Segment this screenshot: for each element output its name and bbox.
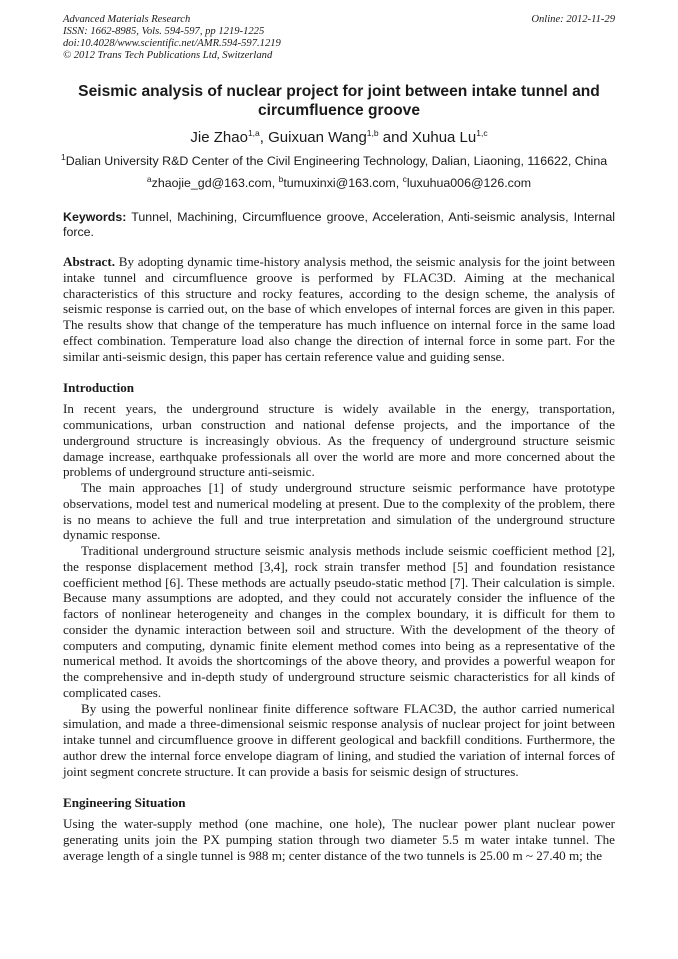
abstract-block (63, 254, 615, 364)
email-address[interactable]: tumuxinxi@163.com (283, 176, 396, 190)
abstract-text: By adopting dynamic time-history analysis method, the seismic analysis for the joint between intake tunnel and circumfluence groove is performed by FLAC3D. Aiming at the mechanical characteristics of this structure and rocky features, according to the design scheme, the analysis of seismic response is carried out, on the base of which envelopes of internal forces are given in this paper. The results show that change of the temperature has much influence on internal force in the same load effect combination. Temperature load also change the direction of internal force in some part. For the similar anti-seismic design, this paper has certain reference value and guiding sense. (63, 254, 615, 364)
email-address[interactable]: luxuhua006@126.com (406, 176, 532, 190)
email-superscript: c (402, 173, 407, 184)
affiliation-superscript: 1 (61, 151, 66, 162)
paper-page (63, 14, 615, 864)
keywords-label: Keywords: (63, 210, 127, 224)
paragraph: In recent years, the underground structure is widely available in the energy, transportation, communications, urban construction and national defense projects, and the importance of the underground structure is increasingly obvious. As the frequency of underground structure seismic damage increase, earthquake professionals all over the world are more and more concerned about the problems of underground structure anti-seismic. (63, 401, 615, 480)
email-superscript: a (146, 173, 152, 184)
journal-name: Advanced Materials Research (63, 14, 191, 25)
email-address[interactable]: zhaojie_gd@163.com (151, 176, 272, 190)
email-superscript: b (278, 173, 284, 184)
author-separator: and (378, 129, 412, 146)
affiliation-text: Dalian University R&D Center of the Civil Engineering Technology, Dalian, Liaoning, 116622, China (65, 154, 608, 168)
paragraph: Traditional underground structure seismic analysis methods include seismic coefficient method [2], the response displacement method [3,4], rock strain transfer method [5] and foundation resistance coefficient method [6]. These methods are actually pseudo-static method [7]. Their calculation is simple. Because many assumptions are adopted, and they could not accurately consider the influence of the factors of nonlinear heterogeneity and changes in the complex boundary, it is difficult for them to consider the dynamic interaction between soil and structure. With the development of the theory of computers and computing, dynamic finite element method comes into being as a representative of the numerical method. It avoids the shortcomings of the above theory, and provides a powerful weapon for the comprehensive and in-depth study of underground structure seismic characteristics for all kinds of complicated cases. (63, 543, 615, 700)
online-date: Online: 2012-11-29 (531, 14, 615, 25)
section-heading-introduction: Introduction (63, 380, 135, 396)
email-separator: , (271, 176, 279, 190)
engineering-body (63, 816, 615, 863)
introduction-body (63, 401, 615, 779)
email-list (63, 173, 615, 191)
email-separator: , (395, 176, 403, 190)
paragraph: By using the powerful nonlinear finite difference software FLAC3D, the author carried numerical simulation, and made a three-dimensional seismic response analysis of nuclear project for joint between intake tunnel and circumfluence groove in different geological and backfill conditions. Furthermore, the author drew the internal force envelope diagram of lining, and studied the variation of internal forces of joint segment concrete structure. It can provide a basis for seismic design of structures. (63, 700, 615, 779)
abstract-label: Abstract. (63, 254, 115, 270)
keywords-text: Tunnel, Machining, Circumfluence groove, Acceleration, Anti-seismic analysis, Internal force. (63, 210, 615, 239)
doi-line: doi:10.4028/www.scientific.net/AMR.594-597.1219 (63, 38, 281, 49)
paragraph: Using the water-supply method (one machine, one hole), The nuclear power plant nuclear power generating units join the PX pumping station through two diameter 5.5 m water intake tunnel. The average length of a single tunnel is 988 m; center distance of the two tunnels is 25.00 m ~ 27.40 m; the (63, 816, 615, 863)
author-superscript: 1,c (476, 128, 488, 138)
paper-title: Seismic analysis of nuclear project for joint between intake tunnel and circumfluence groove (78, 83, 600, 119)
author-separator: , (259, 129, 269, 146)
issn-line: ISSN: 1662-8985, Vols. 594-597, pp 1219-1225 (63, 26, 265, 37)
section-heading-engineering-situation: Engineering Situation (63, 795, 186, 811)
author-name: Xuhua Lu (412, 129, 477, 146)
author-superscript: 1,a (247, 128, 260, 138)
author-name: Jie Zhao (190, 129, 248, 146)
author-name: Guixuan Wang (268, 129, 367, 146)
copyright-line: © 2012 Trans Tech Publications Ltd, Switzerland (63, 50, 273, 61)
journal-header (63, 14, 615, 62)
author-superscript: 1,b (366, 128, 379, 138)
author-list (63, 129, 615, 147)
affiliation (61, 151, 615, 169)
paragraph: The main approaches [1] of study underground structure seismic performance have prototype observations, model test and numerical modeling at present. Due to the complexity of the problem, there is no means to achieve the full and true interpretation and simulation of the underground structure dynamic response. (63, 480, 615, 543)
keywords-block (63, 210, 615, 239)
